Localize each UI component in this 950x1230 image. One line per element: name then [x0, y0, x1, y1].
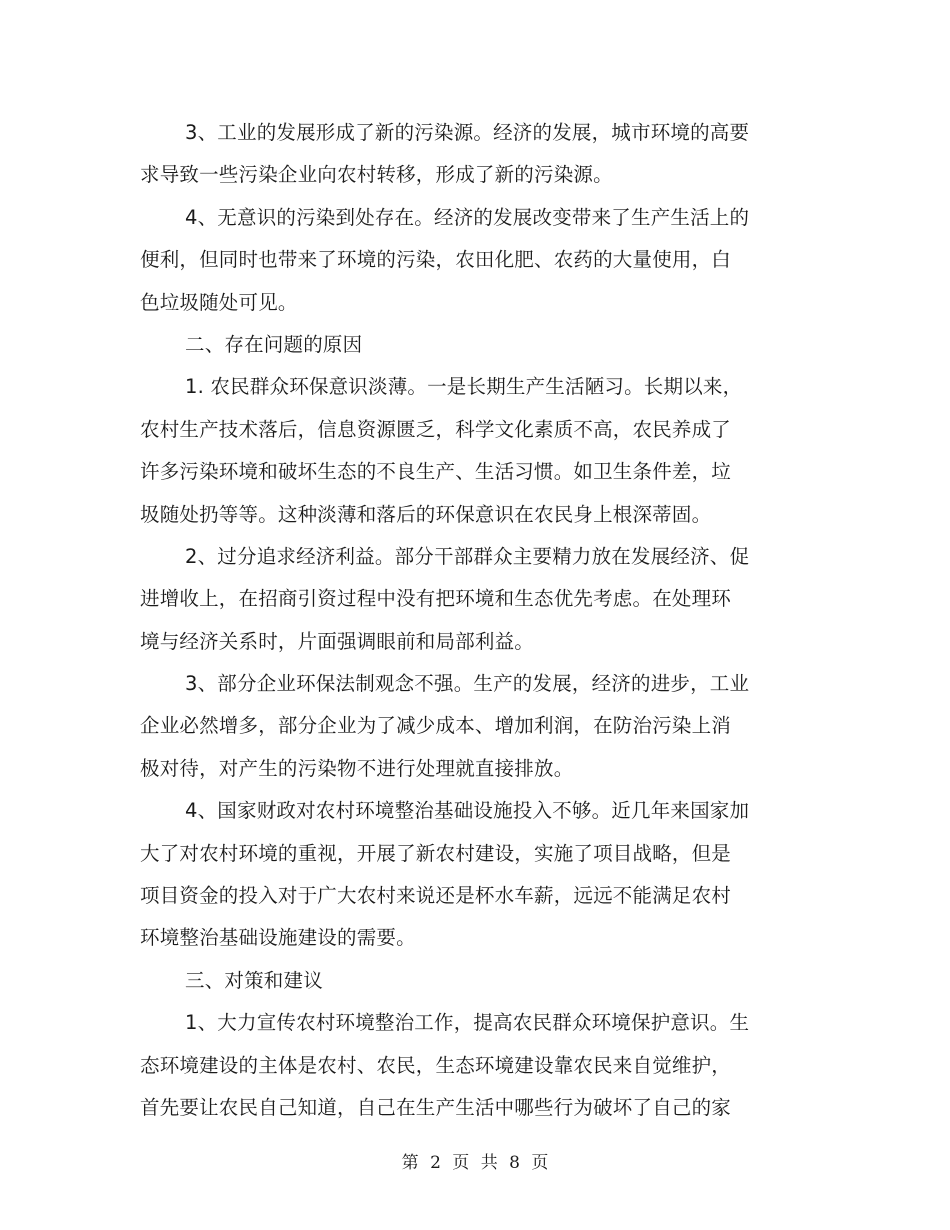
- text-line: 农村生产技术落后，信息资源匮乏，科学文化素质不高，农民养成了: [140, 417, 732, 441]
- page-number-footer: 第 2 页 共 8 页: [401, 1153, 549, 1173]
- text-line: 态环境建设的主体是农村、农民，生态环境建设靠农民来自觉维护，: [140, 1053, 732, 1077]
- text-line: 2、过分追求经济利益。部分干部群众主要精力放在发展经济、促: [185, 544, 750, 568]
- text-line: 环境整治基础设施建设的需要。: [140, 926, 416, 950]
- text-line: 3、部分企业环保法制观念不强。生产的发展，经济的进步，工业: [185, 672, 750, 696]
- text-line: 极对待，对产生的污染物不进行处理就直接排放。: [140, 756, 574, 780]
- text-line: 首先要让农民自己知道，自己在生产生活中哪些行为破坏了自己的家: [140, 1095, 732, 1119]
- text-line: 企业必然增多，部分企业为了减少成本、增加利润，在防治污染上消: [140, 714, 732, 738]
- text-line: 1. 农民群众环保意识淡薄。一是长期生产生活陋习。长期以来，: [185, 375, 743, 399]
- text-line: 圾随处扔等等。这种淡薄和落后的环保意识在农民身上根深蒂固。: [140, 502, 712, 526]
- text-line: 便利，但同时也带来了环境的污染，农田化肥、农药的大量使用，白: [140, 248, 732, 272]
- text-line: 求导致一些污染企业向农村转移，形成了新的污染源。: [140, 163, 613, 187]
- paragraph: [140, 112, 770, 197]
- paragraph: [140, 197, 770, 324]
- section-heading: [140, 324, 770, 366]
- heading-text: 三、对策和建议: [185, 968, 323, 992]
- document-body: [140, 112, 770, 1129]
- paragraph: [140, 1002, 770, 1129]
- paragraph: [140, 790, 770, 960]
- section-heading: [140, 960, 770, 1002]
- text-line: 色垃圾随处可见。: [140, 290, 298, 314]
- paragraph: [140, 366, 770, 536]
- paragraph: [140, 536, 770, 663]
- text-line: 进增收上，在招商引资过程中没有把环境和生态优先考虑。在处理环: [140, 587, 732, 611]
- text-line: 大了对农村环境的重视，开展了新农村建设，实施了项目战略，但是: [140, 841, 732, 865]
- text-line: 4、无意识的污染到处存在。经济的发展改变带来了生产生活上的: [185, 205, 750, 229]
- text-line: 4、国家财政对农村环境整治基础设施投入不够。近几年来国家加: [185, 799, 750, 823]
- text-line: 许多污染环境和破坏生态的不良生产、生活习惯。如卫生条件差，垃: [140, 460, 732, 484]
- text-line: 1、大力宣传农村环境整治工作，提高农民群众环境保护意识。生: [185, 1011, 750, 1035]
- heading-text: 二、存在问题的原因: [185, 332, 363, 356]
- text-line: 3、工业的发展形成了新的污染源。经济的发展，城市环境的高要: [185, 121, 750, 144]
- text-line: 境与经济关系时，片面强调眼前和局部利益。: [140, 629, 535, 653]
- text-line: 项目资金的投入对于广大农村来说还是杯水车薪，远远不能满足农村: [140, 884, 732, 908]
- paragraph: [140, 663, 770, 790]
